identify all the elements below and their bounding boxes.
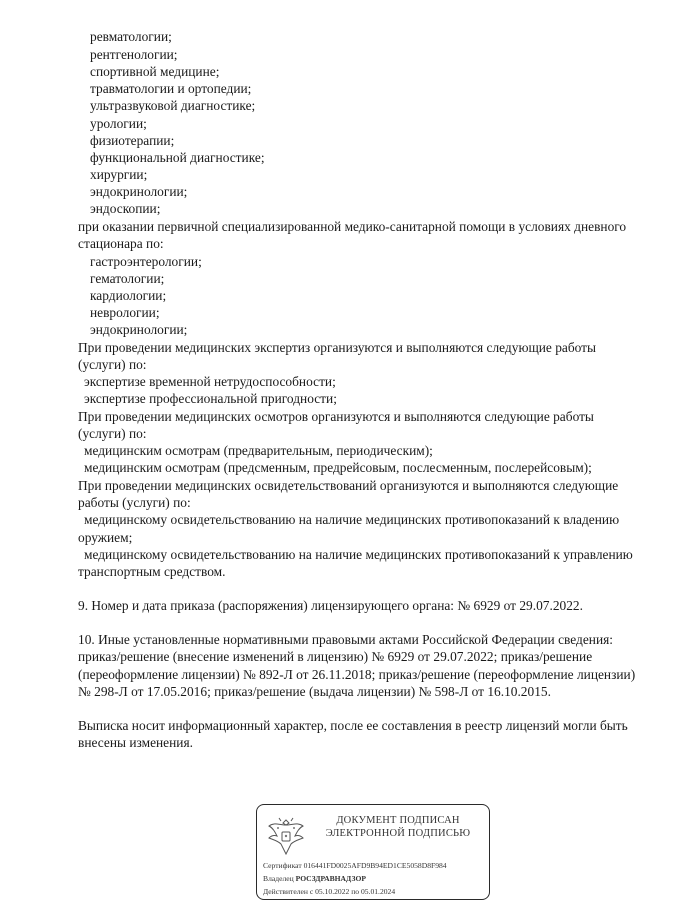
text-line: оружием; xyxy=(78,530,133,545)
text-line: стационара по: xyxy=(78,236,164,251)
signature-title-line2: ЭЛЕКТРОННОЙ ПОДПИСЬЮ xyxy=(325,828,471,839)
text-line: хирургии; xyxy=(90,167,148,182)
certificate-row xyxy=(263,861,447,870)
text-line: 9. Номер и дата приказа (распоряжения) лицензирующего органа: № 6929 от 29.07.2022. xyxy=(78,598,583,613)
text-line: ревматологии; xyxy=(90,29,172,44)
signature-title-line1: ДОКУМЕНТ ПОДПИСАН xyxy=(336,815,460,826)
text-line: медицинским осмотрам (предварительным, периодическим); xyxy=(84,443,433,458)
text-line: гематологии; xyxy=(90,271,165,286)
text-line: при оказании первичной специализированной медико-санитарной помощи в условиях дневного xyxy=(78,219,627,234)
text-line: спортивной медицине; xyxy=(90,64,220,79)
text-line: гастроэнтерологии; xyxy=(90,254,202,269)
text-line: физиотерапии; xyxy=(90,133,175,148)
signature-stamp xyxy=(256,804,490,900)
text-line: эндокринологии; xyxy=(90,322,188,337)
text-line: При проведении медицинских освидетельствований организуются и выполняются следующие xyxy=(78,478,619,493)
text-line: экспертизе временной нетрудоспособности; xyxy=(84,374,336,389)
text-line: медицинскому освидетельствованию на наличие медицинских противопоказаний к владению xyxy=(84,512,620,527)
owner-value: РОСЗДРАВНАДЗОР xyxy=(295,874,367,883)
text-line: При проведении медицинских осмотров организуются и выполняются следующие работы xyxy=(78,409,594,424)
text-line: медицинскому освидетельствованию на наличие медицинских противопоказаний к управлению xyxy=(84,547,633,562)
text-line: работы (услуги) по: xyxy=(78,495,191,510)
text-line: (услуги) по: xyxy=(78,357,147,372)
text-line: внесены изменения. xyxy=(78,735,193,750)
text-line: медицинским осмотрам (предсменным, предрейсовым, послесменным, послерейсовым); xyxy=(84,460,592,475)
text-line: (переоформление лицензии) № 892-Л от 26.11.2018; приказ/решение (переоформление лицензии) xyxy=(78,667,636,682)
text-line: неврологии; xyxy=(90,305,160,320)
double-headed-eagle-emblem-icon xyxy=(265,814,307,858)
text-line: транспортным средством. xyxy=(78,564,226,579)
text-line: кардиологии; xyxy=(90,288,167,303)
owner-row xyxy=(263,874,366,883)
text-line: приказ/решение (внесение изменений в лицензию) № 6929 от 29.07.2022; приказ/решение xyxy=(78,649,593,664)
text-line: эндокринологии; xyxy=(90,184,188,199)
text-line: № 298-Л от 17.05.2016; приказ/решение (выдача лицензии) № 598-Л от 16.10.2015. xyxy=(78,684,551,699)
text-line: рентгенологии; xyxy=(90,47,178,62)
text-line: урологии; xyxy=(90,116,147,131)
text-line: При проведении медицинских экспертиз организуются и выполняются следующие работы xyxy=(78,340,597,355)
text-line: функциональной диагностике; xyxy=(90,150,265,165)
text-line: эндоскопии; xyxy=(90,201,161,216)
text-line: экспертизе профессиональной пригодности; xyxy=(84,391,337,406)
text-line: 10. Иные установленные нормативными правовыми актами Российской Федерации сведения: xyxy=(78,632,613,647)
certificate-value: 016441FD0025AFD9B94ED1CE5058D8F984 xyxy=(303,861,447,870)
text-line: Выписка носит информационный характер, после ее составления в реестр лицензий могли быть xyxy=(78,718,628,733)
certificate-label: Сертификат xyxy=(263,861,302,870)
owner-label: Владелец xyxy=(263,874,294,883)
text-line: ультразвуковой диагностике; xyxy=(90,98,256,113)
text-line: (услуги) по: xyxy=(78,426,147,441)
text-line: травматологии и ортопедии; xyxy=(90,81,252,96)
validity-row: Действителен с 05.10.2022 по 05.01.2024 xyxy=(263,887,396,896)
